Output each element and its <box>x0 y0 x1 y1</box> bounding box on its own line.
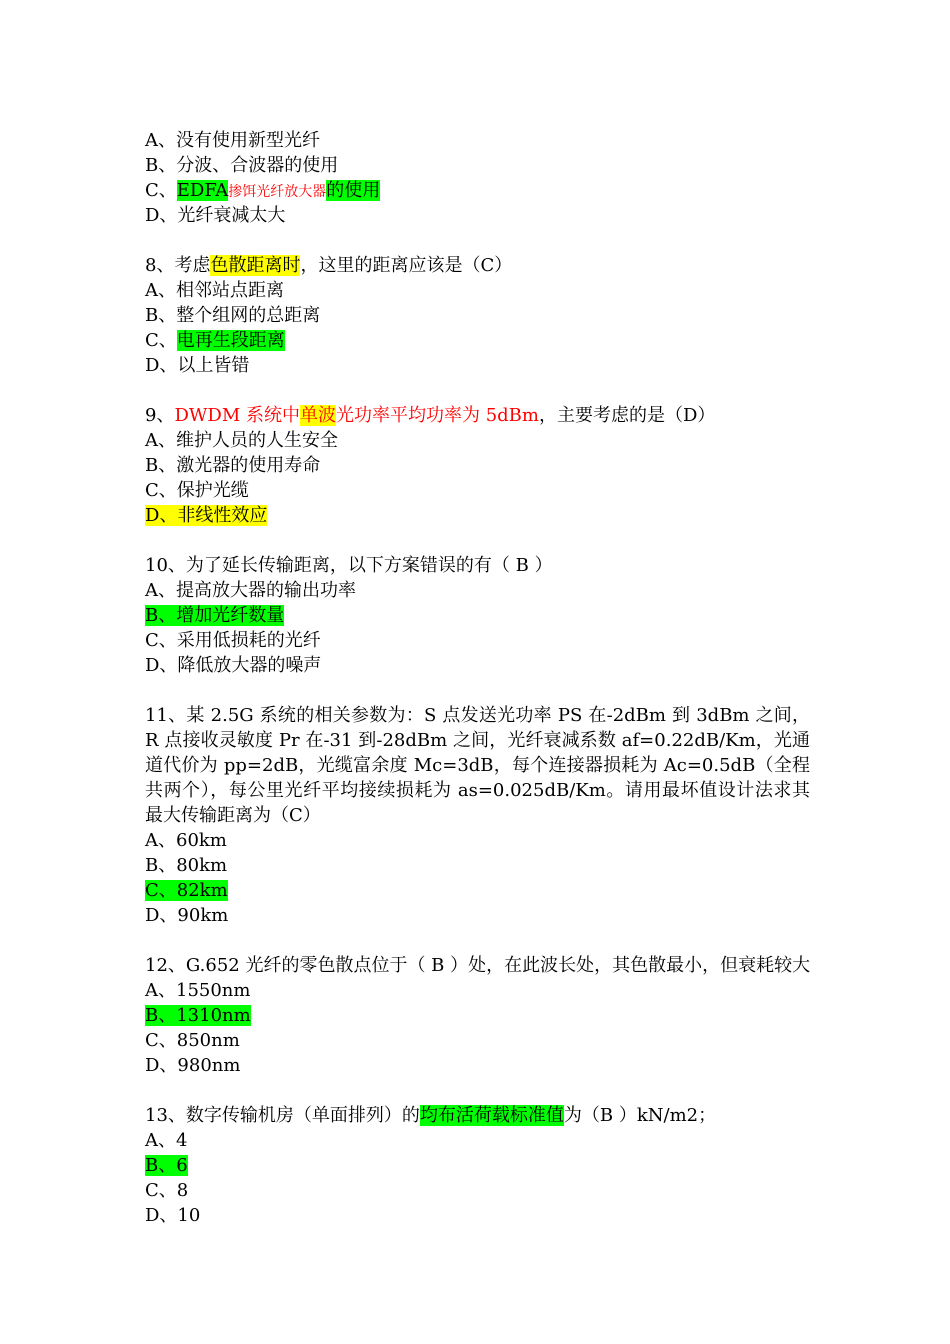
q11-option-c <box>145 878 810 903</box>
q7-option-c-edfa: EDFA <box>176 180 229 201</box>
q8-option-b: B、整个组网的总距离 <box>145 305 321 326</box>
q7-option-c-tail: 的使用 <box>326 180 381 201</box>
q13-option-a: A、4 <box>145 1130 188 1151</box>
q13-option-d: D、10 <box>145 1205 201 1226</box>
q11-option-d: D、90km <box>145 905 229 926</box>
q11-question: 11、某 2.5G 系统的相关参数为：S 点发送光功率 PS 在-2dBm 到 3dBm 之间，R 点接收灵敏度 Pr 在-31 到-28dBm 之间，光纤衰减系数 af=0.22dB/Km，光通道代价为 pp=2dB，光缆富余度 Mc=3dB，每个连接器损耗为 Ac=0.5dB（全程共两个），每公里光纤平均接续损耗为 as=0.025dB/Km。请用最坏值设计法求其最大传输距离为（C） <box>145 705 810 826</box>
q9-option-b: B、激光器的使用寿命 <box>145 455 321 476</box>
q8-option-c-label: C、 <box>145 330 177 351</box>
q13-answer: B、6 <box>145 1155 188 1176</box>
q12-question: 12、G.652 光纤的零色散点位于（ B ）处，在此波长处，其色散最小，但衰耗较大 <box>145 955 811 976</box>
q11-answer: C、82km <box>145 880 228 901</box>
q10-option-d: D、降低放大器的噪声 <box>145 655 322 676</box>
document-page <box>145 128 810 1228</box>
q8-option-d: D、以上皆错 <box>145 355 250 376</box>
q7-option-a: A、没有使用新型光纤 <box>145 130 320 151</box>
q7-option-c-note: 掺饵光纤放大器 <box>228 184 327 200</box>
q9-option-c: C、保护光缆 <box>145 480 249 501</box>
q8-option-c <box>145 328 810 353</box>
q9-option-d-label: D <box>145 505 160 526</box>
q10-option-b <box>145 603 810 628</box>
q10-option-a: A、提高放大器的输出功率 <box>145 580 356 601</box>
q8-highlight: 色散距离时 <box>210 255 301 276</box>
q12-option-d: D、980nm <box>145 1055 241 1076</box>
q9-answer: 、非线性效应 <box>159 505 268 526</box>
q11-option-b: B、80km <box>145 855 228 876</box>
q13-highlight: 均布活荷载标准值 <box>419 1105 564 1126</box>
q9-option-a: A、维护人员的人生安全 <box>145 430 338 451</box>
q8-suffix: ，这里的距离应该是（C） <box>300 255 513 276</box>
q11-option-a: A、60km <box>145 830 227 851</box>
q7-option-b: B、分波、合波器的使用 <box>145 155 339 176</box>
q10-question: 10、为了延长传输距离，以下方案错误的有（ B ） <box>145 555 553 576</box>
q8-question <box>145 253 810 278</box>
q7-option-c <box>145 178 810 203</box>
q8-option-a: A、相邻站点距离 <box>145 280 284 301</box>
q9-red-text-2: 光功率平均功率为 5dBm <box>335 405 539 426</box>
q9-option-d <box>145 503 810 528</box>
q7-option-d: D、光纤衰减太大 <box>145 205 286 226</box>
q12-option-b <box>145 1003 810 1028</box>
q12-option-a: A、1550nm <box>145 980 251 1001</box>
q12-option-c: C、850nm <box>145 1030 240 1051</box>
q13-prefix: 13、数字传输机房（单面排列）的 <box>145 1105 420 1126</box>
q13-option-b <box>145 1153 810 1178</box>
q9-num: 9、 <box>145 405 175 426</box>
q13-question <box>145 1103 810 1128</box>
q9-suffix: ，主要考虑的是（D） <box>538 405 716 426</box>
q9-red-text-1: DWDM 系统中 <box>174 405 300 426</box>
q8-prefix: 8、考虑 <box>145 255 211 276</box>
q7-option-c-label: C、 <box>145 180 177 201</box>
q10-answer: B、增加光纤数量 <box>145 605 285 626</box>
q8-answer: 电再生段距离 <box>176 330 285 351</box>
q10-option-c: C、采用低损耗的光纤 <box>145 630 321 651</box>
q12-answer: B、1310nm <box>145 1005 251 1026</box>
q9-question <box>145 403 810 428</box>
q13-option-c: C、8 <box>145 1180 189 1201</box>
q13-suffix: 为（B ）kN/m2； <box>563 1105 717 1126</box>
q9-highlight: 单波 <box>299 405 336 426</box>
